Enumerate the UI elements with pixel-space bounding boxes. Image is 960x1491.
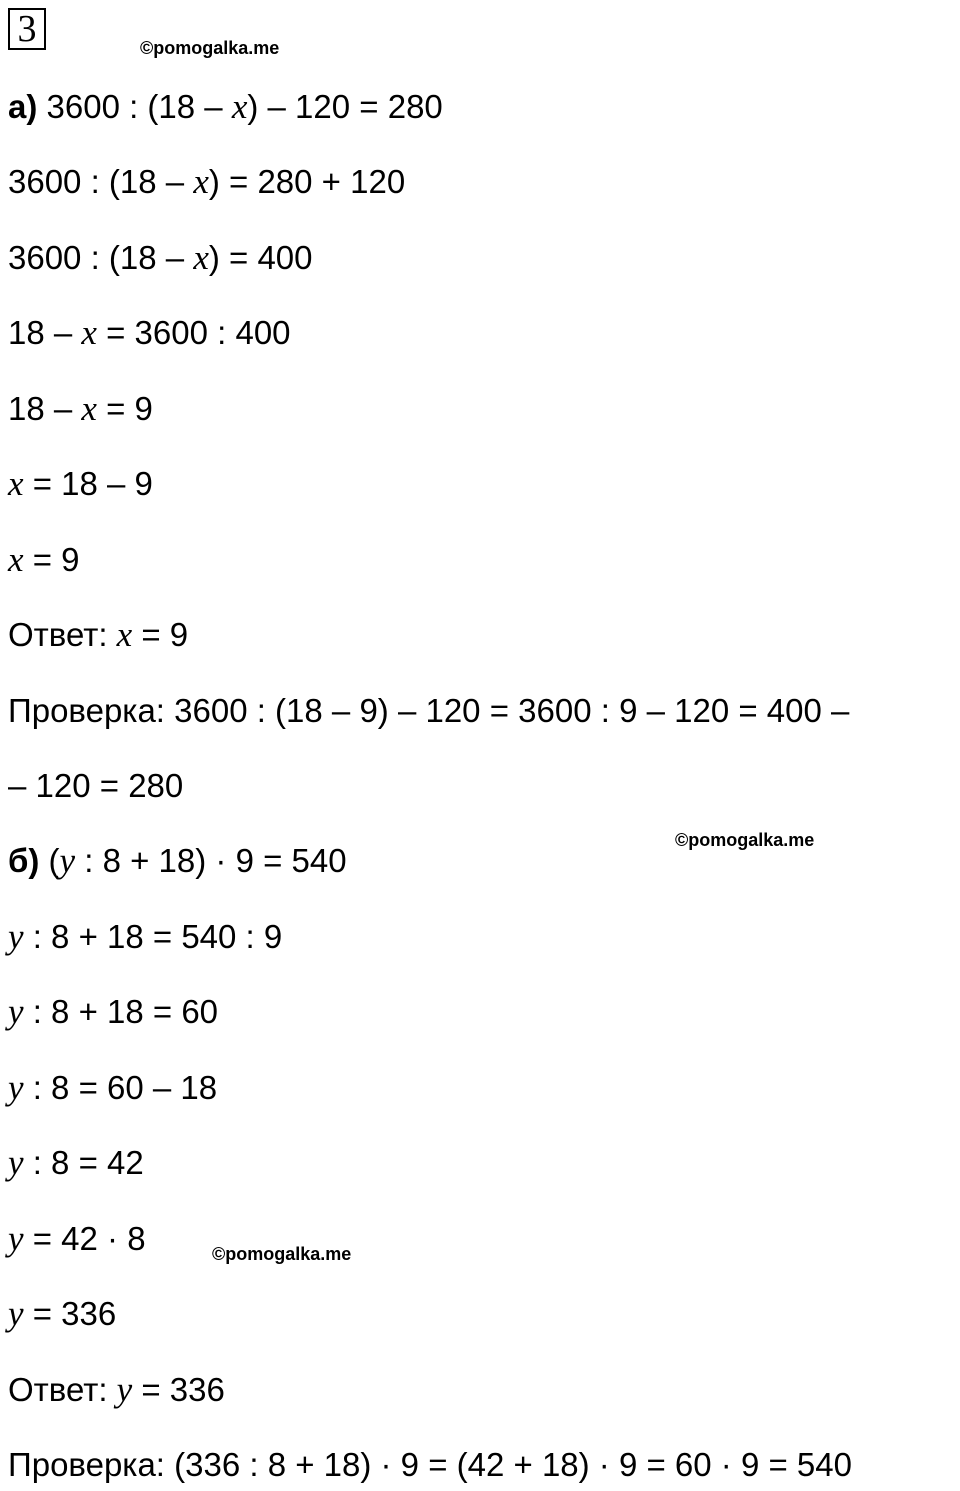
check-line xyxy=(8,691,849,731)
solution-line xyxy=(8,992,218,1032)
expr-text: 18 – xyxy=(8,390,82,427)
solution-line xyxy=(8,1294,116,1334)
variable-y: y xyxy=(116,1370,133,1409)
expr-text: = 9 xyxy=(96,390,153,427)
expr-text: = 9 xyxy=(23,541,80,578)
expr-text: Ответ: xyxy=(8,1371,117,1408)
expr-text: ) = 280 + 120 xyxy=(208,163,406,200)
variable-x: x xyxy=(193,162,209,201)
variable-y: y xyxy=(8,1219,24,1258)
solution-line xyxy=(8,389,153,429)
variable-x: x xyxy=(81,389,97,428)
expr-text: 3600 : (18 – xyxy=(8,239,194,276)
solution-line xyxy=(8,1219,146,1259)
expr-text: = 9 xyxy=(132,616,189,653)
expr-text: : 8 = 60 – 18 xyxy=(23,1069,218,1106)
expr-text: = 3600 : 400 xyxy=(96,314,291,351)
variable-y: y xyxy=(8,1294,24,1333)
expr-text: = 336 xyxy=(132,1371,225,1408)
expr-text: 3600 : (18 – xyxy=(8,163,194,200)
expr-text: ( xyxy=(48,842,60,879)
part-label-b: б) xyxy=(8,842,40,879)
watermark-middle: ©pomogalka.me xyxy=(675,830,815,850)
part-label-a: а) xyxy=(8,88,38,125)
expr-text: : 8 + 18) · 9 = 540 xyxy=(75,842,347,879)
expr-text: : 8 + 18 = 60 xyxy=(23,993,219,1030)
variable-x: x xyxy=(81,313,97,352)
variable-x: x xyxy=(116,615,133,654)
solution-line xyxy=(8,464,153,504)
answer-line xyxy=(8,615,188,655)
solution-line xyxy=(8,1068,217,1108)
expr-text: 3600 : (18 – xyxy=(46,88,232,125)
solution-line xyxy=(8,917,282,957)
variable-x: x xyxy=(8,464,24,503)
task-number-box xyxy=(8,8,46,50)
expr-text: Ответ: xyxy=(8,616,117,653)
expr-text: 18 – xyxy=(8,314,82,351)
watermark-top: ©pomogalka.me xyxy=(140,38,280,58)
task-number: 3 xyxy=(17,8,37,50)
solution-line xyxy=(8,1143,144,1183)
expr-text: ) – 120 = 280 xyxy=(247,88,443,125)
variable-y: y xyxy=(8,992,24,1031)
solution-line xyxy=(8,238,313,278)
answer-line xyxy=(8,1370,225,1410)
expr-text: ) = 400 xyxy=(208,239,313,276)
variable-x: x xyxy=(193,238,209,277)
variable-y: y xyxy=(59,841,76,880)
watermark-bottom: ©pomogalka.me xyxy=(212,1244,352,1264)
expr-text: : 8 + 18 = 540 : 9 xyxy=(23,918,283,955)
expr-text: : 8 = 42 xyxy=(23,1144,144,1181)
variable-y: y xyxy=(8,917,24,956)
expr-text: Проверка: (336 : 8 + 18) · 9 = (42 + 18) · 9 = 60 · 9 = 540 xyxy=(8,1446,852,1483)
variable-x: x xyxy=(231,87,248,126)
expr-text: = 42 · 8 xyxy=(23,1220,146,1257)
expr-text: Проверка: 3600 : (18 – 9) – 120 = 3600 : 9 – 120 = 400 – xyxy=(8,692,850,729)
check-line xyxy=(8,766,183,806)
check-line xyxy=(8,1445,852,1485)
expr-text: – 120 = 280 xyxy=(8,767,184,804)
solution-line xyxy=(8,87,443,127)
solution-line xyxy=(8,540,80,580)
solution-line xyxy=(8,162,405,202)
expr-text: = 336 xyxy=(23,1295,117,1332)
variable-y: y xyxy=(8,1143,24,1182)
expr-text: = 18 – 9 xyxy=(23,465,153,502)
variable-y: y xyxy=(8,1068,24,1107)
solution-line xyxy=(8,313,291,353)
variable-x: x xyxy=(8,540,24,579)
solution-line xyxy=(8,841,347,881)
